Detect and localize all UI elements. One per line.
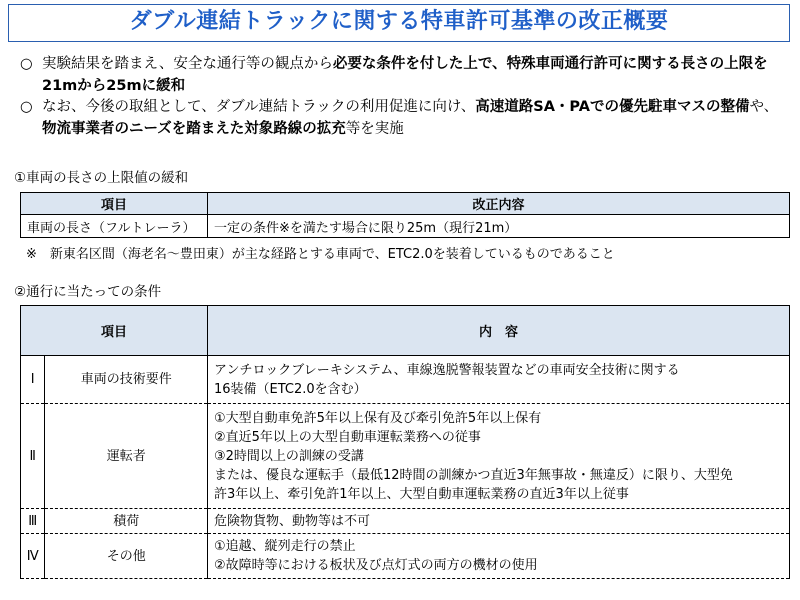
summary-item-1 xyxy=(20,54,790,97)
content-line: ②直近5年以上の大型自動車運転業務への従事 xyxy=(214,429,481,445)
summary-text-1 xyxy=(42,54,790,97)
table-row xyxy=(21,215,790,238)
row-content: 一定の条件※を満たす場合に限り25m（現行21m） xyxy=(208,215,790,238)
row-number: Ⅱ xyxy=(21,404,45,509)
row-content xyxy=(208,534,790,579)
content-line: アンチロックブレーキシステム、車線逸脱警報装置などの車両安全技術に関する xyxy=(214,362,680,378)
page-title: ダブル連結トラックに関する特車許可基準の改正概要 xyxy=(129,9,669,34)
header-content: 改正内容 xyxy=(208,193,790,215)
row-content xyxy=(208,356,790,404)
content-line: 16装備（ETC2.0を含む） xyxy=(214,381,367,397)
content-line: ①追越、縦列走行の禁止 xyxy=(214,539,356,554)
conditions-table xyxy=(20,305,790,579)
bullet-icon: ○ xyxy=(20,56,33,72)
section2-heading: ②通行に当たっての条件 xyxy=(14,284,162,300)
header-item: 項目 xyxy=(21,193,208,215)
table-row xyxy=(21,356,790,404)
length-table xyxy=(20,192,790,238)
table-row xyxy=(21,534,790,579)
summary-1-part-2: 必要な条件を付した上で、特殊車両通行許可に関する長さの上限を21mから25mに緩和 xyxy=(42,56,768,94)
summary-item-2 xyxy=(20,97,790,140)
content-line: 許3年以上、牽引免許1年以上、大型自動車運転業務の直近3年以上従事 xyxy=(214,486,629,502)
row-item: 積荷 xyxy=(45,509,208,534)
row-item: その他 xyxy=(45,534,208,579)
row-item: 車両の長さ（フルトレーラ） xyxy=(21,215,208,238)
table-header-row xyxy=(21,193,790,215)
content-line: 危険物貨物、動物等は不可 xyxy=(214,513,371,529)
title-box xyxy=(8,4,790,42)
row-content xyxy=(208,509,790,534)
row-item: 運転者 xyxy=(45,404,208,509)
section1-heading: ①車両の長さの上限値の緩和 xyxy=(14,170,189,186)
footnote: ※ 新東名区間（海老名～豊田東）が主な経路とする車両で、ETC2.0を装着しているものであること xyxy=(26,247,615,262)
row-number: Ⅲ xyxy=(21,509,45,534)
summary-text-2 xyxy=(42,97,790,140)
content-line: または、優良な運転手（最低12時間の訓練かつ直近3年無事故・無違反）に限り、大型免 xyxy=(214,467,733,483)
summary-2-part-1: なお、今後の取組として、ダブル連結トラックの利用促進に向け、 xyxy=(42,99,476,115)
row-number: Ⅰ xyxy=(21,356,45,404)
row-number: Ⅳ xyxy=(21,534,45,579)
summary-2-part-4: 物流事業者のニーズを踏まえた対象路線の拡充 xyxy=(42,120,346,137)
summary-2-part-3: や、 xyxy=(749,99,779,115)
summary xyxy=(20,54,790,140)
summary-1-part-1: 実験結果を踏まえ、安全な通行等の観点から xyxy=(42,56,333,72)
table-header-row xyxy=(21,306,790,356)
table-row xyxy=(21,509,790,534)
content-line: ②故障時等における板状及び点灯式の両方の機材の使用 xyxy=(214,558,538,573)
bullet-icon: ○ xyxy=(20,99,33,115)
header-content: 内 容 xyxy=(208,306,790,356)
content-line: ③2時間以上の訓練の受講 xyxy=(214,448,364,464)
summary-2-part-5: 等を実施 xyxy=(345,120,404,137)
table-row xyxy=(21,404,790,509)
summary-2-part-2: 高速道路SA・PAでの優先駐車マスの整備 xyxy=(475,99,750,115)
row-item: 車両の技術要件 xyxy=(45,356,208,404)
content-line: ①大型自動車免許5年以上保有及び牽引免許5年以上保有 xyxy=(214,410,542,426)
row-content xyxy=(208,404,790,509)
header-item: 項目 xyxy=(21,306,208,356)
